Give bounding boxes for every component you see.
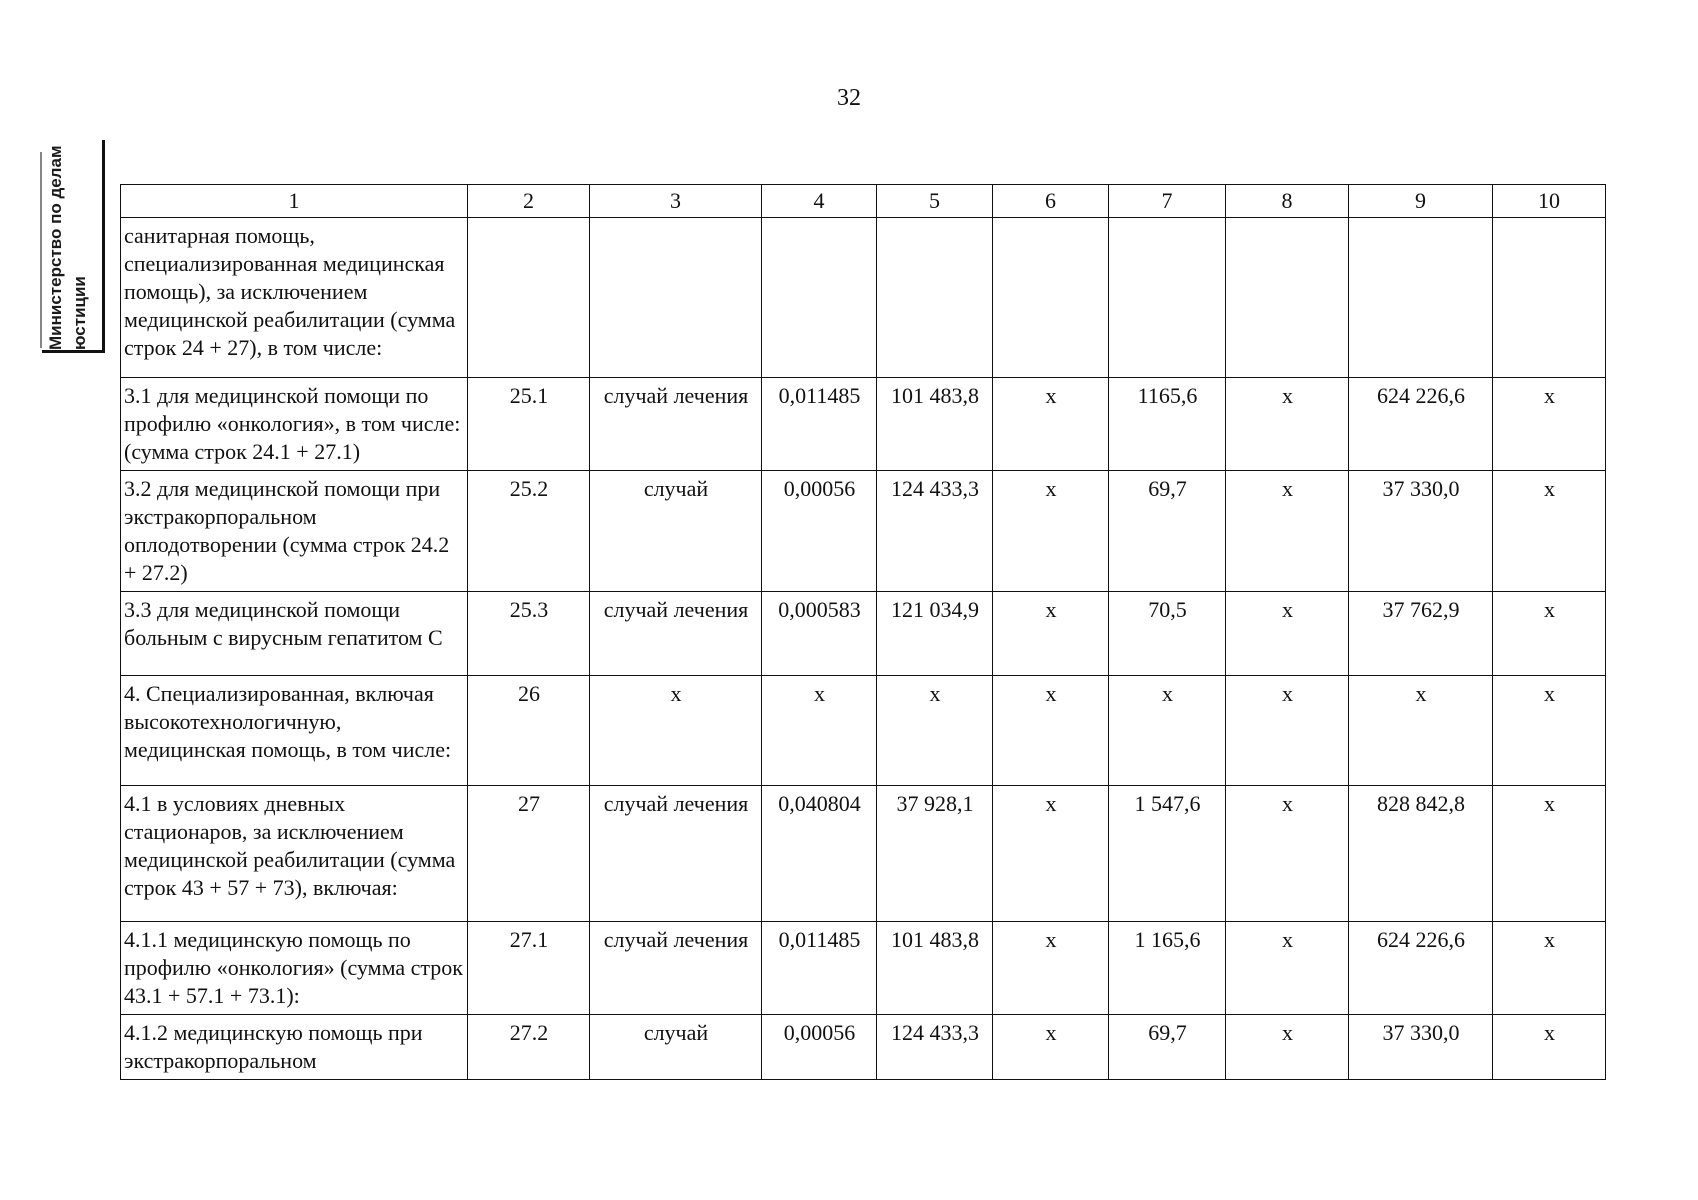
table-cell: х — [993, 592, 1109, 676]
table-cell: х — [993, 922, 1109, 1015]
table-row — [121, 1015, 1606, 1080]
table-cell: 101 483,8 — [877, 378, 993, 471]
column-header: 8 — [1226, 185, 1349, 218]
table-cell: 25.3 — [468, 592, 590, 676]
row-name-cell: 4.1 в условиях дневных стационаров, за исключением медицинской реабилитации (сумма строк 43 + 57 + 73), включая: — [121, 786, 468, 922]
column-header: 7 — [1109, 185, 1226, 218]
table-cell: х — [1226, 922, 1349, 1015]
row-name-cell: 3.1 для медицинской помощи по профилю «онкология», в том числе: (сумма строк 24.1 + 27.1) — [121, 378, 468, 471]
column-header: 3 — [590, 185, 762, 218]
financing-table — [120, 184, 1606, 1080]
table-cell: 27.1 — [468, 922, 590, 1015]
table-cell: х — [1349, 676, 1493, 786]
table-cell — [877, 218, 993, 378]
table-cell — [1349, 218, 1493, 378]
stamp-line-2: юстиции — [70, 276, 89, 350]
financing-table-container — [120, 184, 1605, 1080]
row-name-cell: санитарная помощь, специализированная медицинская помощь), за исключением медицинской реабилитации (сумма строк 24 + 27), в том числе: — [121, 218, 468, 378]
table-cell: 0,040804 — [762, 786, 877, 922]
table-cell: х — [1493, 1015, 1606, 1080]
table-cell: х — [1493, 378, 1606, 471]
column-header: 4 — [762, 185, 877, 218]
table-cell: 0,00056 — [762, 1015, 877, 1080]
table-cell: 37 928,1 — [877, 786, 993, 922]
table-cell — [1226, 218, 1349, 378]
table-cell: х — [1226, 676, 1349, 786]
table-cell: 27 — [468, 786, 590, 922]
table-cell: 37 330,0 — [1349, 1015, 1493, 1080]
table-row — [121, 786, 1606, 922]
table-row — [121, 378, 1606, 471]
table-cell — [590, 218, 762, 378]
table-cell: 0,011485 — [762, 922, 877, 1015]
table-cell: х — [1493, 786, 1606, 922]
table-cell: х — [877, 676, 993, 786]
table-cell: 1165,6 — [1109, 378, 1226, 471]
table-cell: 624 226,6 — [1349, 378, 1493, 471]
column-header: 10 — [1493, 185, 1606, 218]
table-row — [121, 676, 1606, 786]
table-cell: случай — [590, 471, 762, 592]
table-cell: 37 330,0 — [1349, 471, 1493, 592]
stamp-line-1: Министерство по делам — [46, 145, 65, 350]
table-cell: х — [590, 676, 762, 786]
column-header: 5 — [877, 185, 993, 218]
table-cell: случай — [590, 1015, 762, 1080]
table-cell: х — [1226, 592, 1349, 676]
table-cell: 0,000583 — [762, 592, 877, 676]
table-cell: х — [1493, 592, 1606, 676]
table-cell: 121 034,9 — [877, 592, 993, 676]
table-cell: 124 433,3 — [877, 471, 993, 592]
table-cell: случай лечения — [590, 922, 762, 1015]
table-cell: х — [762, 676, 877, 786]
table-cell: х — [993, 1015, 1109, 1080]
page-number: 32 — [837, 85, 861, 111]
table-cell: х — [1493, 922, 1606, 1015]
table-cell — [762, 218, 877, 378]
table-cell — [468, 218, 590, 378]
table-cell: х — [993, 676, 1109, 786]
table-cell: 25.2 — [468, 471, 590, 592]
table-cell: случай лечения — [590, 592, 762, 676]
registration-stamp — [40, 140, 120, 380]
column-header: 6 — [993, 185, 1109, 218]
table-row — [121, 471, 1606, 592]
table-cell: х — [993, 786, 1109, 922]
table-cell: х — [1226, 378, 1349, 471]
table-cell: 69,7 — [1109, 471, 1226, 592]
row-name-cell: 3.2 для медицинской помощи при экстракорпоральном оплодотворении (сумма строк 24.2 + 27.2) — [121, 471, 468, 592]
row-name-cell: 3.3 для медицинской помощи больным с вирусным гепатитом С — [121, 592, 468, 676]
table-cell: 101 483,8 — [877, 922, 993, 1015]
table-cell: 26 — [468, 676, 590, 786]
column-header: 2 — [468, 185, 590, 218]
column-header: 9 — [1349, 185, 1493, 218]
table-cell: 624 226,6 — [1349, 922, 1493, 1015]
table-cell: 69,7 — [1109, 1015, 1226, 1080]
table-row — [121, 922, 1606, 1015]
table-cell: 1 547,6 — [1109, 786, 1226, 922]
table-cell — [993, 218, 1109, 378]
row-name-cell: 4. Специализированная, включая высокотехнологичную, медицинская помощь, в том числе: — [121, 676, 468, 786]
table-cell: 25.1 — [468, 378, 590, 471]
table-cell: 70,5 — [1109, 592, 1226, 676]
table-cell: х — [1493, 676, 1606, 786]
table-cell — [1493, 218, 1606, 378]
table-cell: х — [993, 378, 1109, 471]
table-cell: 0,011485 — [762, 378, 877, 471]
table-cell: 1 165,6 — [1109, 922, 1226, 1015]
table-cell: х — [993, 471, 1109, 592]
table-row — [121, 218, 1606, 378]
table-row — [121, 592, 1606, 676]
table-cell: х — [1226, 471, 1349, 592]
table-cell: случай лечения — [590, 786, 762, 922]
table-cell: 37 762,9 — [1349, 592, 1493, 676]
table-cell: х — [1226, 1015, 1349, 1080]
table-cell: х — [1226, 786, 1349, 922]
table-cell: 124 433,3 — [877, 1015, 993, 1080]
table-cell — [1109, 218, 1226, 378]
table-cell: 27.2 — [468, 1015, 590, 1080]
table-cell: х — [1493, 471, 1606, 592]
column-header: 1 — [121, 185, 468, 218]
table-header-row — [121, 185, 1606, 218]
row-name-cell: 4.1.1 медицинскую помощь по профилю «онкология» (сумма строк 43.1 + 57.1 + 73.1): — [121, 922, 468, 1015]
table-cell: 0,00056 — [762, 471, 877, 592]
stamp-text — [44, 140, 104, 350]
table-cell: х — [1109, 676, 1226, 786]
row-name-cell: 4.1.2 медицинскую помощь при экстракорпоральном — [121, 1015, 468, 1080]
table-cell: случай лечения — [590, 378, 762, 471]
table-cell: 828 842,8 — [1349, 786, 1493, 922]
